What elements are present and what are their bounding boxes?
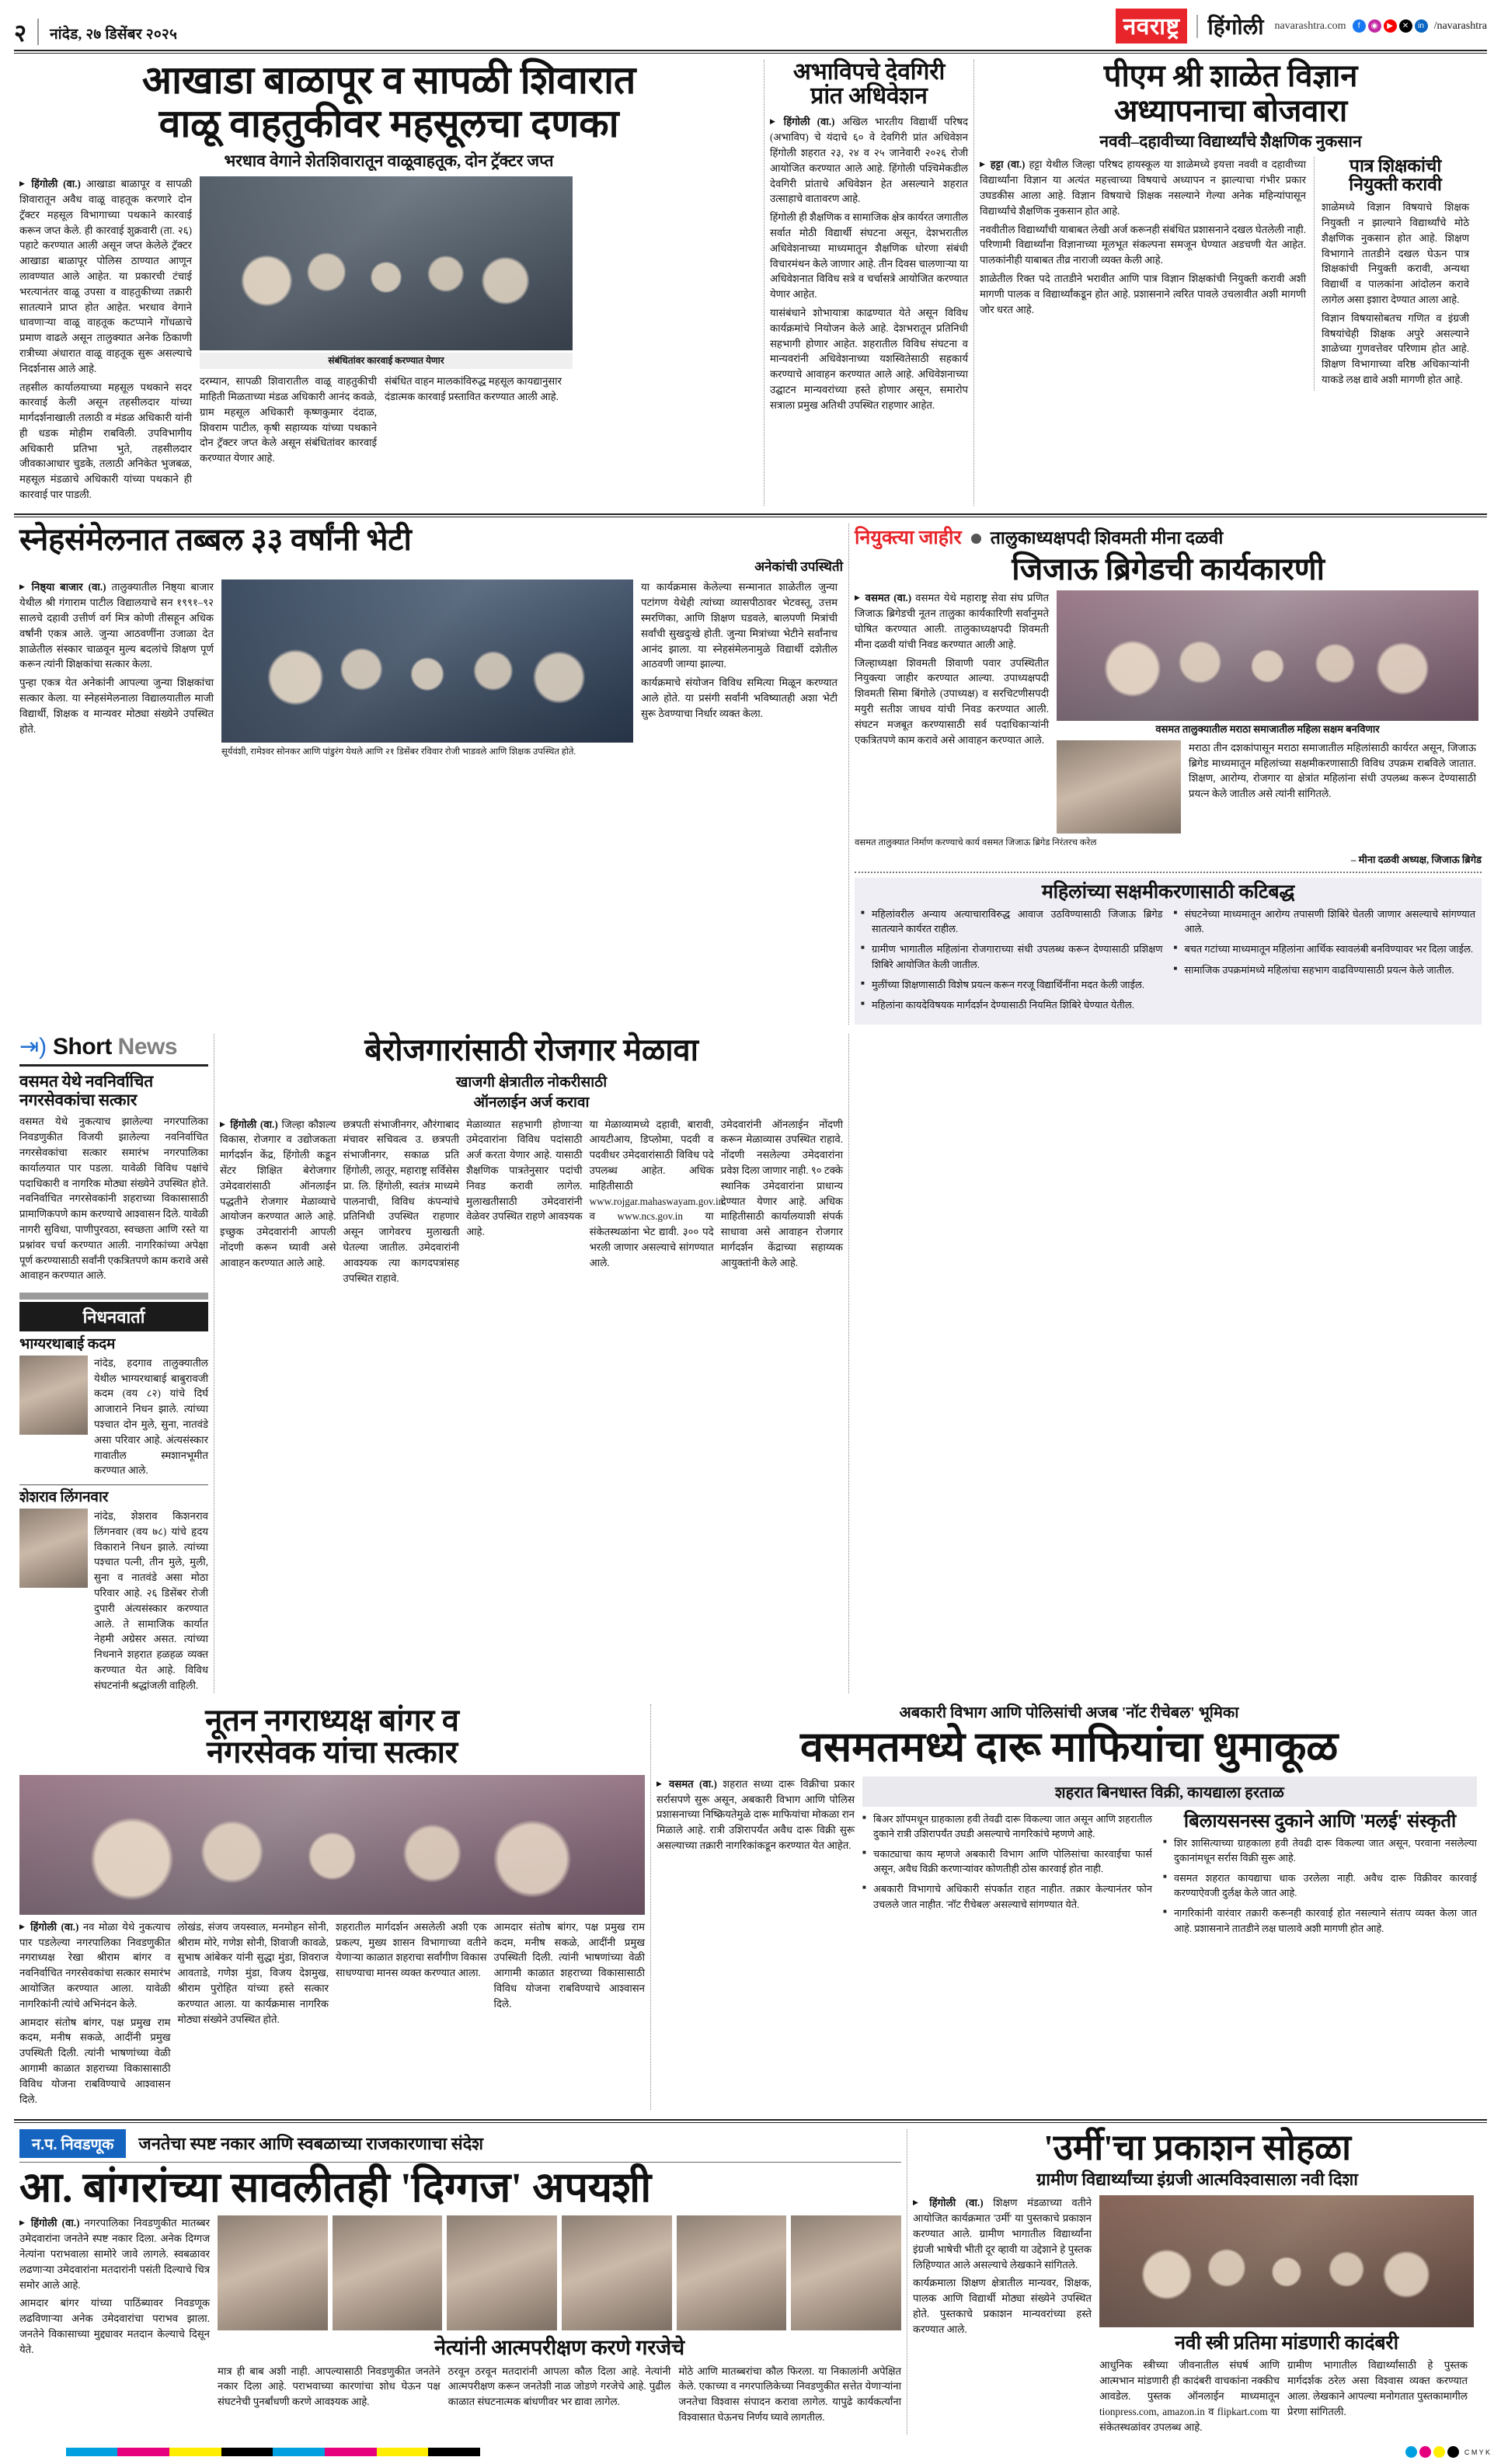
pmshri-story (974, 60, 1487, 506)
x-twitter-icon[interactable]: ✕ (1399, 19, 1412, 33)
pmshri-subhead: नववी–दहावीच्या विद्यार्थ्यांचे शैक्षणिक नुकसान (1099, 132, 1362, 151)
lead-photo-caption: संबंधितांवर कारवाई करण्यात येणार (328, 355, 444, 367)
reunion-right-body-2: कार्यक्रमाचे संयोजन विविध समित्या मिळून करण्यात आले होते. या प्रसंगी सर्वांनी भविष्यातही अशा भेटी सुरू ठेवण्याचा निर्धार व्यक्त केला. (641, 677, 838, 719)
jijau-caption: वसमत तालुक्यातील मराठा समाजातील महिला सक्षम बनविणार (1155, 723, 1380, 736)
election-kicker: जनतेचा स्पष्ट नकार आणि स्वबळाच्या राजकारणाचा संदेश (138, 2134, 484, 2154)
candidate-photo (447, 2215, 557, 2330)
lead-body-2: तहसील कार्यालयाच्या महसूल पथकाने सदर कारवाई केली असून तहसीलदार यांच्या मार्गदर्शनाखाली तलाठी व मंडळ अधिकारी यांनी ही धडक मोहीम राबविली. उपविभागीय अधिकारी प्रतिभा भुते, तहसीलदार जीवकाआधार चुडकेे, तलाठी अनिकेत भुजबळ, महसूल मंडळाचे अधिकारी यांच्या पथकाने ही कारवाई पार पाडली. (19, 381, 192, 501)
obituary-divider (19, 1484, 208, 1485)
lead-dateline: ▶ हिंगोली (वा.) (19, 178, 81, 190)
lead-headline-line1: आखाडा बाळापूर व सापळी शिवारात (141, 58, 636, 102)
lead-col-3 (580, 176, 753, 506)
rojgar-kicker-2: ऑनलाईन अर्ज करावा (473, 1094, 590, 1111)
urmi-photo (1099, 2195, 1474, 2327)
masthead-rule (14, 50, 1487, 54)
urmi-side-body: आधुनिक स्त्रीच्या जीवनातील संघर्ष आणि आत्मभान मांडणारी ही कादंबरी वाचकांना नक्कीच आवडेल. पुस्तक ऑनलाईन माध्यमातून tionpress.com, amazon.in व flipkart.com या संकेतस्थळांवर उपलब्ध आहे. (1099, 2359, 1280, 2433)
pmshri-side-body-2: विज्ञान विषयासोबतच गणित व इंग्रजी विषयांचेही शिक्षक अपुरे असल्याने शाळेच्या गुणवत्तेवर परिणाम होत आहे. शिक्षण विभागाच्या वरिष्ठ अधिकाऱ्यांनी याकडे लक्ष द्यावे अशी मागणी होत आहे. (1322, 311, 1469, 385)
web-links (1274, 19, 1487, 33)
daru-right-block (862, 1777, 1477, 1942)
urmi-col-1 (913, 2195, 1092, 2434)
jijau-quote-attr: – मीना दळवी अध्यक्ष, जिजाऊ ब्रिगेड (1350, 853, 1482, 865)
obituary-photo-1 (19, 1356, 88, 1435)
daru-story (651, 1704, 1487, 2111)
jijau-photo (1057, 590, 1478, 721)
daru-headline: वसमतमध्ये दारू माफियांचा धुमाकूळ (799, 1723, 1339, 1770)
election-body: नगरपालिका निवडणुकीत मातब्बर उमेदवारांना जनतेने स्पष्ट नकार दिला. अनेक दिग्गज नेत्यांना पराभवाला सामोरे जावे लागले. स्वबळावर लढणाऱ्या उमेदवारांना मतदारांनी पसंती दिल्याचे चित्र समोर आले आहे. (19, 2217, 210, 2291)
list-item: ■ चकाट्याचा काय म्हणजे अबकारी विभाग आणि पोलिसांचा कारवाईचा फार्स असून, अवैध विक्री करणाऱ्यांवर कोणतीही ठोस कारवाई होत नाही. (862, 1847, 1152, 1877)
daru-dateline: ▶ वसमत (वा.) (656, 1778, 717, 1790)
pmshri-headline-line2: अध्यापनाचा बोजवारा (1113, 92, 1348, 128)
pmshri-body-col (980, 157, 1306, 390)
abvp-body-3: यासंबंधाने शोभायात्रा काढण्यात येते असून विविध कार्यक्रमांचे नियोजन केले आहे. देशभरातून प्रतिनिधी सहभागी होणार आहेत. शहरातील विविध संघटना व मान्यवरांनी अधिवेशनाच्या यशस्वितेसाठी सहकार्य करण्याचे आवाहन करण्यात आले आहे. अधिवेशनाच्या उद्घाटन मान्यवरांच्या हस्ते होणार असून, समारोप सत्राला प्रमुख अतिथी उपस्थित राहणार आहेत. (770, 306, 968, 411)
satkar-body-2: आमदार संतोष बांगर, पक्ष प्रमुख राम कदम, मनीष सकळे, आदींनी प्रमुख उपस्थिती दिली. त्यांनी भाषणांच्या वेळी आगामी काळात शहराच्या विकासासाठी विविध योजना राबविण्याचे आश्वासन दिले. (19, 2016, 171, 2105)
instagram-icon[interactable]: ◉ (1368, 19, 1381, 33)
satkar-col-2: लोखंड, संजय जयस्वाल, मनमोहन सोनी, श्रीराम मोरे, गणेश सोनी, शिवाजी कावळे, सुभाष आंबेकर यांनी सुद्धा मुंडा, शिवराज आवताडे, गणेश मुंडा, विजय देशमुख, श्रीराम पुरोहित यांच्या हस्ते सत्कार करण्यात आला. या कार्यक्रमास नागरिक मोठ्या संख्येने उपस्थित होते. (177, 1920, 329, 2025)
second-section (14, 521, 1487, 1025)
satkar-col-4: आमदार संतोष बांगर, पक्ष प्रमुख राम कदम, मनीष सकळे, आदींनी प्रमुख उपस्थिती दिली. त्यांनी भाषणांच्या वेळी आगामी काळात शहराच्या विकासासाठी विविध योजना राबविण्याचे आश्वासन दिले. (493, 1920, 645, 2010)
abvp-story (764, 60, 974, 506)
reunion-col-1 (19, 579, 214, 759)
candidate-photo (333, 2215, 443, 2330)
linkedin-icon[interactable]: in (1415, 19, 1428, 33)
satkar-headline-line2: नगरसेवक यांचा सत्कार (207, 1735, 458, 1770)
list-item: ■ महिलांना कायदेविषयक मार्गदर्शन देण्यासाठी नियमित शिबिरे घेण्यात येतील. (861, 998, 1163, 1013)
short-news-rule (19, 1064, 208, 1067)
fifth-section (14, 2129, 1487, 2434)
shortnews-item-body: वसमत येथे नुकत्याच झालेल्या नगरपालिका निवडणुकीत विजयी झालेल्या नवनिर्वाचित नगरसेवकांचा सत्कार समारंभ नगरपालिका कार्यालयात पार पडला. यावेळी विविध पक्षांचे पदाधिकारी व नागरिक मोठ्या संख्येने उपस्थित होते. नवनिर्वाचित नगरसेवकांनी शहराच्या विकासासाठी प्रामाणिकपणे काम करण्याचे आश्वासन दिले. यावेळी नागरी सुविधा, पाणीपुरवठा, स्वच्छता आणि रस्ते या प्रश्नांवर चर्चा करण्यात आली. नागरिकांच्या अपेक्षा पूर्ण करण्यासाठी सर्वांनी एकत्रितपणे काम करावे असे आवाहन करण्यात आले. (19, 1115, 208, 1282)
jijau-bullets-right (1174, 907, 1476, 1018)
satkar-headline-line1: नूतन नगराध्यक्ष बांगर व (205, 1702, 459, 1738)
rojgar-col-4: या मेळाव्यामध्ये दहावी, बारावी, आयटीआय, डिप्लोमा, पदवी व पदवीधर उमेदवारांसाठी विविध पदे उपलब्ध आहेत. अधिक माहितीसाठी www.rojgar.mahaswayam.gov.in व www.ncs.gov.in या संकेतस्थळांना भेट द्यावी. ३०० पदे भरली जाणार असल्याचे सांगण्यात आले. (589, 1118, 724, 1269)
reunion-body-2: पुन्हा एकत्र येत अनेकांनी आपल्या जुन्या शिक्षकांचा सत्कार केला. या स्नेहसंमेलनाला विद्यालयातील माजी विद्यार्थी, शिक्षक व मान्यवर मोठ्या संख्येने उपस्थित होते. (19, 677, 214, 735)
rojgar-col-3: मेळाव्यात सहभागी होणाऱ्या उमेदवारांना विविध पदांसाठी अर्ज करता येणार आहे. यासाठी शैक्षणिक पात्रतेनुसार पदांची निवड करावी लागेल. मुलाखतीसाठी उमेदवारांनी वेळेवर उपस्थित राहणे आवश्यक आहे. (466, 1118, 583, 1238)
pmshri-side-head-1: पात्र शिक्षकांची (1349, 156, 1442, 176)
satkar-story (14, 1704, 651, 2111)
abvp-headline-line2: प्रांत अधिवेशन (810, 83, 928, 110)
reunion-right-body: या कार्यक्रमास केलेल्या सन्मानात शाळेतील जुन्या पटांगण येथेही त्यांच्या व्यासपीठावर भेटवस्तू, उत्तम स्मरणिका, आणि शिक्षण घडवले, बालपणी मित्रांची सर्वांची सुखदुःखे होती. जुन्या मित्रांच्या भेटीने सर्वांनाच आनंद झाला. या स्नेहसंमेलनामुळे विद्यार्थी दशेतील आठवणी जाग्या झाल्या. (641, 581, 838, 670)
satkar-dateline: ▶ हिंगोली (वा.) (19, 1921, 78, 1933)
daru-kicker: अबकारी विभाग आणि पोलिसांची अजब 'नॉट रीचेबल' भूमिका (899, 1704, 1239, 1721)
lead-subhead: भरधाव वेगाने शेतशिवारातून वाळूवाहतूक, दोन ट्रॅक्टर जप्त (224, 151, 554, 170)
jijau-dateline: ▶ वसमत (वा.) (855, 592, 911, 604)
daru-col-1 (656, 1777, 855, 1942)
fourth-section (14, 1704, 1487, 2111)
registration-color-bar (14, 2448, 480, 2456)
pmshri-body-2: नववीतील विद्यार्थ्यांची याबाबत लेखी अर्ज करूनही संबंधित प्रशासनाने दखल घेतलेली नाही. परिणामी विद्यार्थ्यांना विज्ञानाच्या मूलभूत संकल्पना समजून घेण्यात अडचणी येत आहेत. पालकांनीही याबाबत तीव्र नाराजी व्यक्त केली आहे. (980, 223, 1306, 266)
arrow-circle-icon: ⇥) (19, 1034, 47, 1060)
daru-right-head: बिलायसनस्स दुकाने आणि 'मलई' संस्कृती (1183, 1811, 1457, 1832)
reunion-dateline: ▶ निष्ठ्या बाजार (वा.) (19, 581, 106, 593)
election-subhead: नेत्यांनी आत्मपरीक्षण करणे गरजेचे (434, 2336, 684, 2360)
candidate-photo (677, 2215, 787, 2330)
lead-photo (200, 176, 573, 350)
candidate-photo (218, 2215, 328, 2330)
pmshri-side-col (1314, 157, 1469, 390)
reunion-kicker: अनेकांची उपस्थिती (754, 559, 843, 575)
list-item: ■ अबकारी विभागाचे अधिकारी संपर्कात राहत नाहीत. तक्रार केल्यानंतर फोन उचलले जात नाहीत. 'नॉट रीचेबल' असल्याचे सांगण्यात येते. (862, 1882, 1152, 1912)
abvp-headline-line1: अभाविपचे देवगिरी (792, 59, 946, 85)
list-item: ■ बिअर शॉपमधून ग्राहकाला हवी तेवढी दारू विकल्या जात असून आणि शहरातील दुकाने रात्री उशिरापर्यंत उघडी असल्याचे नागरिकांचे म्हणणे आहे. (862, 1812, 1152, 1842)
masthead-divider (37, 19, 39, 45)
candidate-photo (562, 2215, 672, 2330)
jijau-tag: नियुक्त्या जाहीर (855, 527, 962, 548)
daru-bullets-left (862, 1812, 1152, 1942)
election-faces-block (218, 2215, 901, 2424)
reunion-col-3 (641, 579, 838, 759)
pmshri-headline-line1: पीएम श्री शाळेत विज्ञान (1103, 58, 1358, 93)
jijau-story (849, 524, 1487, 1025)
obituary-photo-2 (19, 1509, 88, 1588)
brand-separator (1196, 15, 1198, 38)
urmi-subhead: ग्रामीण विद्यार्थ्यांच्या इंग्रजी आत्मविश्वासाला नवी दिशा (1036, 2170, 1359, 2190)
rojgar-headline: बेरोजगारांसाठी रोजगार मेळावा (364, 1032, 698, 1068)
masthead-right (1116, 9, 1487, 45)
satkar-col-3: शहरातील मार्गदर्शन असलेली अशी एक प्रकल्प, मुख्य शासन विभागाच्या वतीने येणाऱ्या काळात शहराचा सर्वांगीण विकास साधण्याचा मानस व्यक्त करण्यात आला. (336, 1920, 487, 1979)
rojgar-kicker-1: खाजगी क्षेत्रातील नोकरीसाठी (455, 1074, 608, 1091)
list-item: ■ नागरिकांनी वारंवार तक्रारी करूनही कारवाई होत नसल्याने संताप व्यक्त केला जात आहे. प्रशासनाने तातडीने लक्ष घालावे अशी मागणी होत आहे. (1163, 1906, 1477, 1936)
election-cap-1: मात्र ही बाब अशी नाही. आपल्यासाठी निवडणुकीत जनतेने नकार दिला आहे. पराभवाच्या कारणांचा शोध घेऊन पक्ष संघटनेची पुनर्बांधणी करणे आवश्यक आहे. (218, 2365, 441, 2408)
rojgar-col-2: छत्रपती संभाजीनगर, औरंगाबाद मंचावर सचिवत्व उ. छत्रपती संभाजीनगर, सकाळ प्रति हिंगोली, लातूर, महाराष्ट्र सर्विसेस प्रा. लि. हिंगोली, स्वतंत्र माध्यमे पालनाची, विविध कंपन्यांचे प्रतिनिधी उपस्थित राहणार असून जागेवरच मुलाखती घेतल्या जातील. उमेदवारांनी आवश्यक त्या कागदपत्रांसह उपस्थित राहावे. (343, 1118, 460, 1284)
rojgar-body-1: जिल्हा कौशल्य विकास, रोजगार व उद्योजकता मार्गदर्शन केंद्र, हिंगोली कडून सेंटर शिक्षित बेरोजगार उमेदवारांसाठी ऑनलाईन पद्धतीने रोजगार मेळाव्याचे आयोजन करण्यात आले आहे. इच्छुक उमेदवारांनी आपली नोंदणी करून घ्यावी असे आवाहन करण्यात आले आहे. (220, 1118, 336, 1269)
obituary-name-2: शेशराव लिंगनवार (19, 1489, 109, 1506)
section-rule-1 (14, 513, 1487, 517)
rojgar-story (214, 1034, 849, 1693)
list-item: ■ मुलींच्या शिक्षणासाठी विशेष प्रयत्न करून गरजू विद्यार्थिनींना मदत केली जाईल. (861, 978, 1163, 993)
election-cap-3: मोठे आणि मातब्बरांचा कौल फिरला. या निकालांनी अपेक्षित केले. एकाच्या व नगरपालिकेच्या निवडणुकीत सत्तेत येणाऱ्यांना जनतेचा विश्वास संपादन करावा लागेल. यापुढे कार्यकर्त्यांना विश्वासात घेऊनच निर्णय घ्यावे लागतील. (678, 2365, 902, 2423)
jijau-body: वसमत येथे महाराष्ट्र सेवा संघ प्रणित जिजाऊ ब्रिगेडची नूतन तालुका कार्यकारिणी सर्वानुमते घोषित करण्यात आली. तालुकाध्यक्षपदी शिवमती मीना दळवी यांची निवड करण्यात आली आहे. (855, 592, 1049, 650)
daru-body: शहरात सध्या दारू विक्रीचा प्रकार सर्रासपणे सुरू असून, अबकारी विभाग आणि पोलिस प्रशासनाच्या निष्क्रियतेमुळे दारू माफियांचा मोकळा रान मिळाले आहे. रात्री उशिरापर्यंत अवैध दारू विक्री सुरू असल्याच्या तक्रारी नागरिकांकडून करण्यात येत आहेत. (656, 1777, 855, 1851)
reunion-body: तालुक्यातील निष्ठ्या बाजार येथील श्री गंगाराम पाटील विद्यालयाचे सन १९९१–९२ सालचे दहावी उत्तीर्ण वर्ग मित्र कोणी तीसहून अधिक वर्षांनी एकत्र आले. जुन्या आठवणींना उजाळा देत शाळेतील संस्कार चाळवून मुल्य बदलांचे शिक्षण पूर्ण करून त्यांनी शिक्षकांचा सत्कार केला. (19, 581, 214, 670)
third-right-spacer (849, 1034, 1487, 1693)
cmyk-label: C M Y K (1464, 2448, 1490, 2456)
list-item: ■ महिलांवरील अन्याय अत्याचाराविरुद्ध आवाज उठविण्यासाठी जिजाऊ ब्रिगेड सातत्याने कार्यरत राहील. (861, 907, 1163, 937)
list-item: ■ संघटनेच्या माध्यमातून आरोग्य तपासणी शिबिरे घेतली जाणार असल्याचे सांगण्यात आले. (1174, 907, 1476, 937)
jijau-col-1 (855, 590, 1049, 833)
lead-photo-block (200, 176, 573, 506)
pmshri-body: हट्टा येथील जिल्हा परिषद हायस्कूल या शाळेमध्ये इयत्ता नववी व दहावीच्या विद्यार्थ्यांना विज्ञान या अत्यंत महत्त्वाच्या विषयाचे अध्यापन न झाल्याचा गंभीर प्रकार उघडकीस आला आहे. विज्ञान विषयाचे शिक्षक नसल्याने गेल्या अनेक महिन्यांपासून विद्यार्थ्यांचे शैक्षणिक नुकसान होत आहे. (980, 158, 1307, 217)
shortnews-item-title: वसमत येथे नवनिर्वाचित नगरसेवकांचा सत्कार (19, 1072, 153, 1110)
rojgar-col-5: उमेदवारांनी ऑनलाईन नोंदणी करून मेळाव्यास उपस्थित राहावे. नोंदणी नसलेल्या उमेदवारांना प्रवेश दिला जाणार नाही. ९० टक्के स्थानिक उमेदवारांना प्राधान्य देण्यात येणार आहे. अधिक माहितीसाठी कार्यालयाशी संपर्क साधावा असे आवाहन रोजगार मार्गदर्शन केंद्राच्या सहाय्यक आयुक्तांनी केले आहे. (720, 1118, 843, 1269)
cmyk-marks (1405, 2446, 1490, 2458)
list-item: ■ शिर शासित्याच्या ग्राहकाला हवी तेवढी दारू विकल्या जात असून, परवाना नसलेल्या दुकानांमधून सर्रास विक्री सुरू आहे. (1163, 1836, 1477, 1866)
page-number: २ (14, 19, 27, 47)
website-url[interactable]: navarashtra.com (1274, 19, 1346, 32)
obituary-top-bar (19, 1293, 208, 1300)
social-handle: /navarashtra (1433, 19, 1487, 32)
election-tag: न.प. निवडणूक (19, 2129, 126, 2158)
pmshri-side-body: शाळेमध्ये विज्ञान विषयाचे शिक्षक नियुक्ती न झाल्याने विद्यार्थ्यांचे मोठे शैक्षणिक नुकसान होत आहे. शिक्षण विभागाने तातडीने दखल घेऊन पात्र शिक्षकांची नियुक्ती करावी, अन्यथा विद्यार्थी व पालकांना आंदोलन करावे लागेल असा इशारा देण्यात आला आहे. (1322, 201, 1469, 305)
reunion-photo (221, 579, 633, 743)
lead-col-1 (19, 176, 192, 506)
section-rule-2 (14, 2119, 1487, 2123)
bullet-dot-icon (971, 534, 981, 544)
urmi-side-body-2: ग्रामीण भागातील विद्यार्थ्यांसाठी हे पुस्तक मार्गदर्शक ठरेल असा विश्वास व्यक्त करण्यात आला. लेखकाने आपल्या मनोगतात पुस्तकामागील प्रेरणा सांगितली. (1287, 2359, 1468, 2417)
short-news-label-1: Short (53, 1034, 112, 1060)
jijau-portrait (1057, 740, 1181, 834)
edition-name: हिंगोली (1207, 15, 1264, 40)
third-section (14, 1034, 1487, 1693)
candidate-photos (218, 2215, 901, 2330)
jijau-kicker: तालुकाध्यक्षपदी शिवमती मीना दळवी (990, 527, 1224, 548)
jijau-body-2: जिल्हाध्यक्षा शिवमती शिवाणी पवार उपस्थितीत नियुक्त्या जाहीर करण्यात आल्या. उपाध्यक्षपदी शिवमती सिमा बिंगोले (उपाध्यक्ष) व सरचिटणीसपदी मयुरी सतीश जाधव यांची निवड करण्यात आली. संघटन मजबूत करण्यासाठी सर्व पदाधिकाऱ्यांनी एकत्रितपणे काम करावे असे आवाहन करण्यात आले. (855, 656, 1049, 746)
place-date: नांदेड, २७ डिसेंबर २०२५ (50, 26, 178, 43)
reunion-photo-block (221, 579, 633, 759)
short-news-label-2: News (117, 1034, 178, 1060)
election-body-2: आमदार बांगर यांच्या पाठिंब्यावर निवडणूक लढविणाऱ्या अनेक उमेदवारांचा पराभव झाला. जनतेने विकासाच्या मुद्द्यावर मतदान केल्याचे दिसून येते. (19, 2297, 210, 2355)
masthead-left (14, 19, 177, 45)
list-item: ■ वसमत शहरात कायद्याचा धाक उरलेला नाही. अवैध दारू विक्रीवर कारवाई करण्याऐवजी दुर्लक्ष केले जात आहे. (1163, 1871, 1477, 1901)
lead-headline-line2: वाळू वाहतुकीवर महसूलचा दणका (158, 102, 619, 145)
pmshri-dateline: ▶ हट्टा (वा.) (980, 158, 1025, 170)
short-news-column (14, 1034, 214, 1693)
satkar-body: नव मोळा येथे नुकत्याच पार पडलेल्या नगरपालिका निवडणुकीत नगराध्यक्ष रेखा श्रीराम बांगर व नवनिर्वाचित नगरसेवकांचा सत्कार समारंभ आयोजित करण्यात आला. यावेळी नागरिकांनी त्यांचे अभिनंदन केले. (19, 1920, 171, 2010)
list-item: ■ सामाजिक उपक्रमांमध्ये महिलांचा सहभाग वाढविण्यासाठी प्रयत्न केले जातील. (1174, 963, 1476, 978)
urmi-dateline: ▶ हिंगोली (वा.) (913, 2197, 984, 2208)
lead-story (14, 60, 764, 506)
election-cap-2: ठरवून ठरवून मतदारांनी आपला कौल दिला आहे. नेत्यांनी आत्मपरीक्षण करून जनतेशी नाळ जोडणे गरजेचे आहे. पुढील काळात संघटनात्मक बांधणीवर भर द्यावा लागेल. (448, 2365, 671, 2408)
obituary-section-title: निधनवार्ता (19, 1302, 208, 1331)
short-news-header (19, 1034, 208, 1060)
masthead (14, 0, 1487, 45)
jijau-dotrule (855, 872, 1482, 873)
election-dateline: ▶ हिंगोली (वा.) (19, 2217, 79, 2229)
reunion-headline: स्नेहसंमेलनात तब्बल ३३ वर्षांनी भेटी (19, 521, 412, 557)
election-headline: आ. बांगरांच्या सावलीतही 'दिग्गज' अपयशी (19, 2164, 651, 2212)
jijau-quote: वसमत तालुक्यात निर्माण करण्याचे कार्य वसमत जिजाऊ ब्रिगेड निरंतरच करेल (855, 837, 1097, 847)
brand-logo: नवराष्ट्र (1116, 9, 1188, 44)
facebook-icon[interactable]: f (1353, 19, 1366, 33)
jijau-box (855, 878, 1482, 1025)
jijau-bullets-left (861, 907, 1163, 1018)
lead-sidenote-1: दरम्यान, सापळी शिवारातील वाळू वाहतुकीची माहिती मिळताच्या मंडळ अधिकारी आनंद कवळे, ग्राम महसूल अधिकारी कृष्णकुमार दंदाळ, शिवराम पाटील, कृषी सहाय्यक यांच्या पथकाने दोन ट्रॅक्टर जप्त केले असून संबंधितांवर कारवाई करण्यात येणार आहे. (200, 375, 377, 465)
obituary-body-2: नांदेड, शेशराव किशनराव लिंगनवार (वय ७८) यांचे हृदय विकाराने निधन झाले. त्यांच्या पश्चात पत्नी, तीन मुले, मुली, सुना व नातवंडे असा मोठा परिवार आहे. २६ डिसेंबर रोजी दुपारी अंत्यसंस्कार करण्यात आले. ते सामाजिक कार्यात नेहमी अग्रेसर असत. त्यांच्या निधनाने शहरात हळहळ व्यक्त करण्यात येत आहे. विविध संघटनांनी श्रद्धांजली वाहिली. (94, 1510, 208, 1691)
obituary-name-1: भाग्यरथाबाई कदम (19, 1336, 116, 1353)
reunion-caption: सूर्यवंशी, रामेश्वर सोनकर आणि पांडुरंग येथले आणि २१ डिसेंबर रविवार रोजी भाडवले आणि शिक्षक उपस्थित होते. (221, 747, 576, 757)
abvp-body-2: हिंगोली ही शैक्षणिक व सामाजिक क्षेत्र कार्यरत जगातील सर्वात मोठी विद्यार्थी संघटना असून, देशभरातील अधिवेशनाच्या माध्यमातून शैक्षणिक धोरणा संबंधी विचारमंथन केले जाणार आहे. तीन दिवस चालणाऱ्या या अधिवेशनात विविध सत्रे व चर्चासत्रे आयोजित करण्यात येणार आहेत. (770, 211, 968, 301)
satkar-col-1 (19, 1919, 171, 2111)
daru-bullets-right (1163, 1836, 1477, 1937)
lead-body: आखाडा बाळापूर व सापळी शिवारातून अवैध वाळू वाहतूक करणारे दोन ट्रॅक्टर महसूल विभागाच्या पथकाने कारवाई करून जप्त केले. ही कारवाई शुक्रवारी (ता. २६) पहाटे करण्यात आली असून जप्त केलेले ट्रॅक्टर आखाडा बाळापूर पोलिस ठाण्यात आणून लावण्यात आले आहेत. या प्रकारची टंचाई भरत्यानंतर वाळू उपसा व वाहतुकीच्या तक्रारी सातत्याने प्राप्त होत आहेत. भरधाव वेगाने धावणाऱ्या वाळू वाहतूक कटप्पाने गोंधळाचे प्रमाण वाढले असून तालुक्यात अनेक ठिकाणी रात्रीच्या अंधारात वाळू वाहतूक सुरू असल्याचे निदर्शनास आले आहे. (19, 178, 193, 374)
brand-block (1116, 9, 1264, 44)
election-story (14, 2129, 907, 2434)
rojgar-dateline: ▶ हिंगोली (वा.) (220, 1119, 278, 1130)
abvp-dateline: ▶ हिंगोली (वा.) (770, 116, 834, 127)
urmi-headline: 'उर्मी'चा प्रकाशन सोहळा (1043, 2128, 1351, 2168)
lead-sidenote-2: संबंधित वाहन मालकांविरुद्ध महसूल कायद्यानुसार दंडात्मक कारवाई प्रस्तावित करण्यात आली आहे. (385, 375, 562, 402)
candidate-photo (791, 2215, 901, 2330)
election-col-1 (19, 2215, 210, 2424)
list-item: ■ ग्रामीण भागातील महिलांना रोजगाराच्या संधी उपलब्ध करून देण्यासाठी प्रशिक्षण शिबिरे आयोजित केली जातील. (861, 942, 1163, 972)
jijau-photo-block (1057, 590, 1478, 833)
pmshri-side-head-2: नियुक्ती करावी (1349, 175, 1442, 195)
social-icons[interactable] (1353, 19, 1428, 33)
top-section (14, 60, 1487, 506)
reunion-story (14, 521, 849, 1025)
urmi-body: शिक्षण मंडळाच्या वतीने आयोजित कार्यक्रमात 'उर्मी' या पुस्तकाचे प्रकाशन करण्यात आले. ग्रामीण भागातील विद्यार्थ्यांना इंग्रजी भाषेची भीती दूर व्हावी या उद्देशाने हे पुस्तक लिहिण्यात आले असल्याचे लेखकाने सांगितले. (913, 2197, 1092, 2271)
daru-badge: शहरात बिनधास्त विक्री, कायद्याला हरताळ (862, 1777, 1477, 1807)
election-rule (19, 2162, 901, 2163)
urmi-photo-block (1099, 2195, 1474, 2434)
list-item: ■ बचत गटांच्या माध्यमातून महिलांना आर्थिक स्वावलंबी बनविण्यावर भर दिला जाईल. (1174, 942, 1476, 957)
urmi-side-head: नवी स्त्री प्रतिमा मांडणारी कादंबरी (1175, 2333, 1398, 2354)
rojgar-col-1 (220, 1117, 336, 1286)
youtube-icon[interactable]: ▶ (1384, 19, 1397, 33)
jijau-box-head: महिलांच्या सक्षमीकरणासाठी कटिबद्ध (1041, 881, 1295, 903)
jijau-headline: जिजाऊ ब्रिगेडची कार्यकारणी (1012, 551, 1325, 586)
obituary-body-1: नांदेड, हदगाव तालुक्यातील येथील भाग्यरथाबाई बाबुरावजी कदम (वय ८२) यांचे दिर्घ आजाराने निधन झाले. त्यांच्या पश्चात दोन मुले, सुना, नातवंडे असा परिवार आहे. अंत्यसंस्कार गावातील स्मशानभूमीत करण्यात आले. (94, 1356, 208, 1477)
urmi-story (907, 2129, 1487, 2434)
urmi-body-2: कार्यक्रमाला शिक्षण क्षेत्रातील मान्यवर, शिक्षक, पालक आणि विद्यार्थी मोठ्या संख्येने उपस्थित होते. पुस्तकाचे प्रकाशन मान्यवरांच्या हस्ते करण्यात आले. (913, 2277, 1092, 2335)
pmshri-body-3: शाळेतील रिक्त पदे तातडीने भरावीत आणि पात्र विज्ञान शिक्षकांची नियुक्ती करावी अशी मागणी पालक व विद्यार्थ्यांकडून होत आहे. प्रशासनाने त्वरित पावले उचलावीत अशी मागणी जोर धरत आहे. (980, 272, 1306, 315)
satkar-photo (19, 1775, 645, 1915)
abvp-body: अखिल भारतीय विद्यार्थी परिषद (अभाविप) चे यंदाचे ६० वे देवगिरी प्रांत अधिवेशन हिंगोली शहरात २३, २४ व २५ जानेवारी २०२६ रोजी आयोजित करण्यात आले आहे. हिंगोली पश्चिमेकडील देवगिरी प्रांताचे अधिवेशन हेत असल्याने शहरात उत्साहाचे वातावरण आहे. (770, 116, 968, 205)
jijau-profile-body: मराठा तीन दशकांपासून मराठा समाजातील महिलांसाठी कार्यरत असून, जिजाऊ ब्रिगेड माध्यमातून महिलांच्या सक्षमीकरणासाठी विविध उपक्रम राबविले जातात. शिक्षण, आरोग्य, रोजगार या क्षेत्रांत महिलांना संधी उपलब्ध करून देण्यासाठी प्रयत्न केले जातील असे त्यांनी सांगितले. (1189, 741, 1476, 800)
